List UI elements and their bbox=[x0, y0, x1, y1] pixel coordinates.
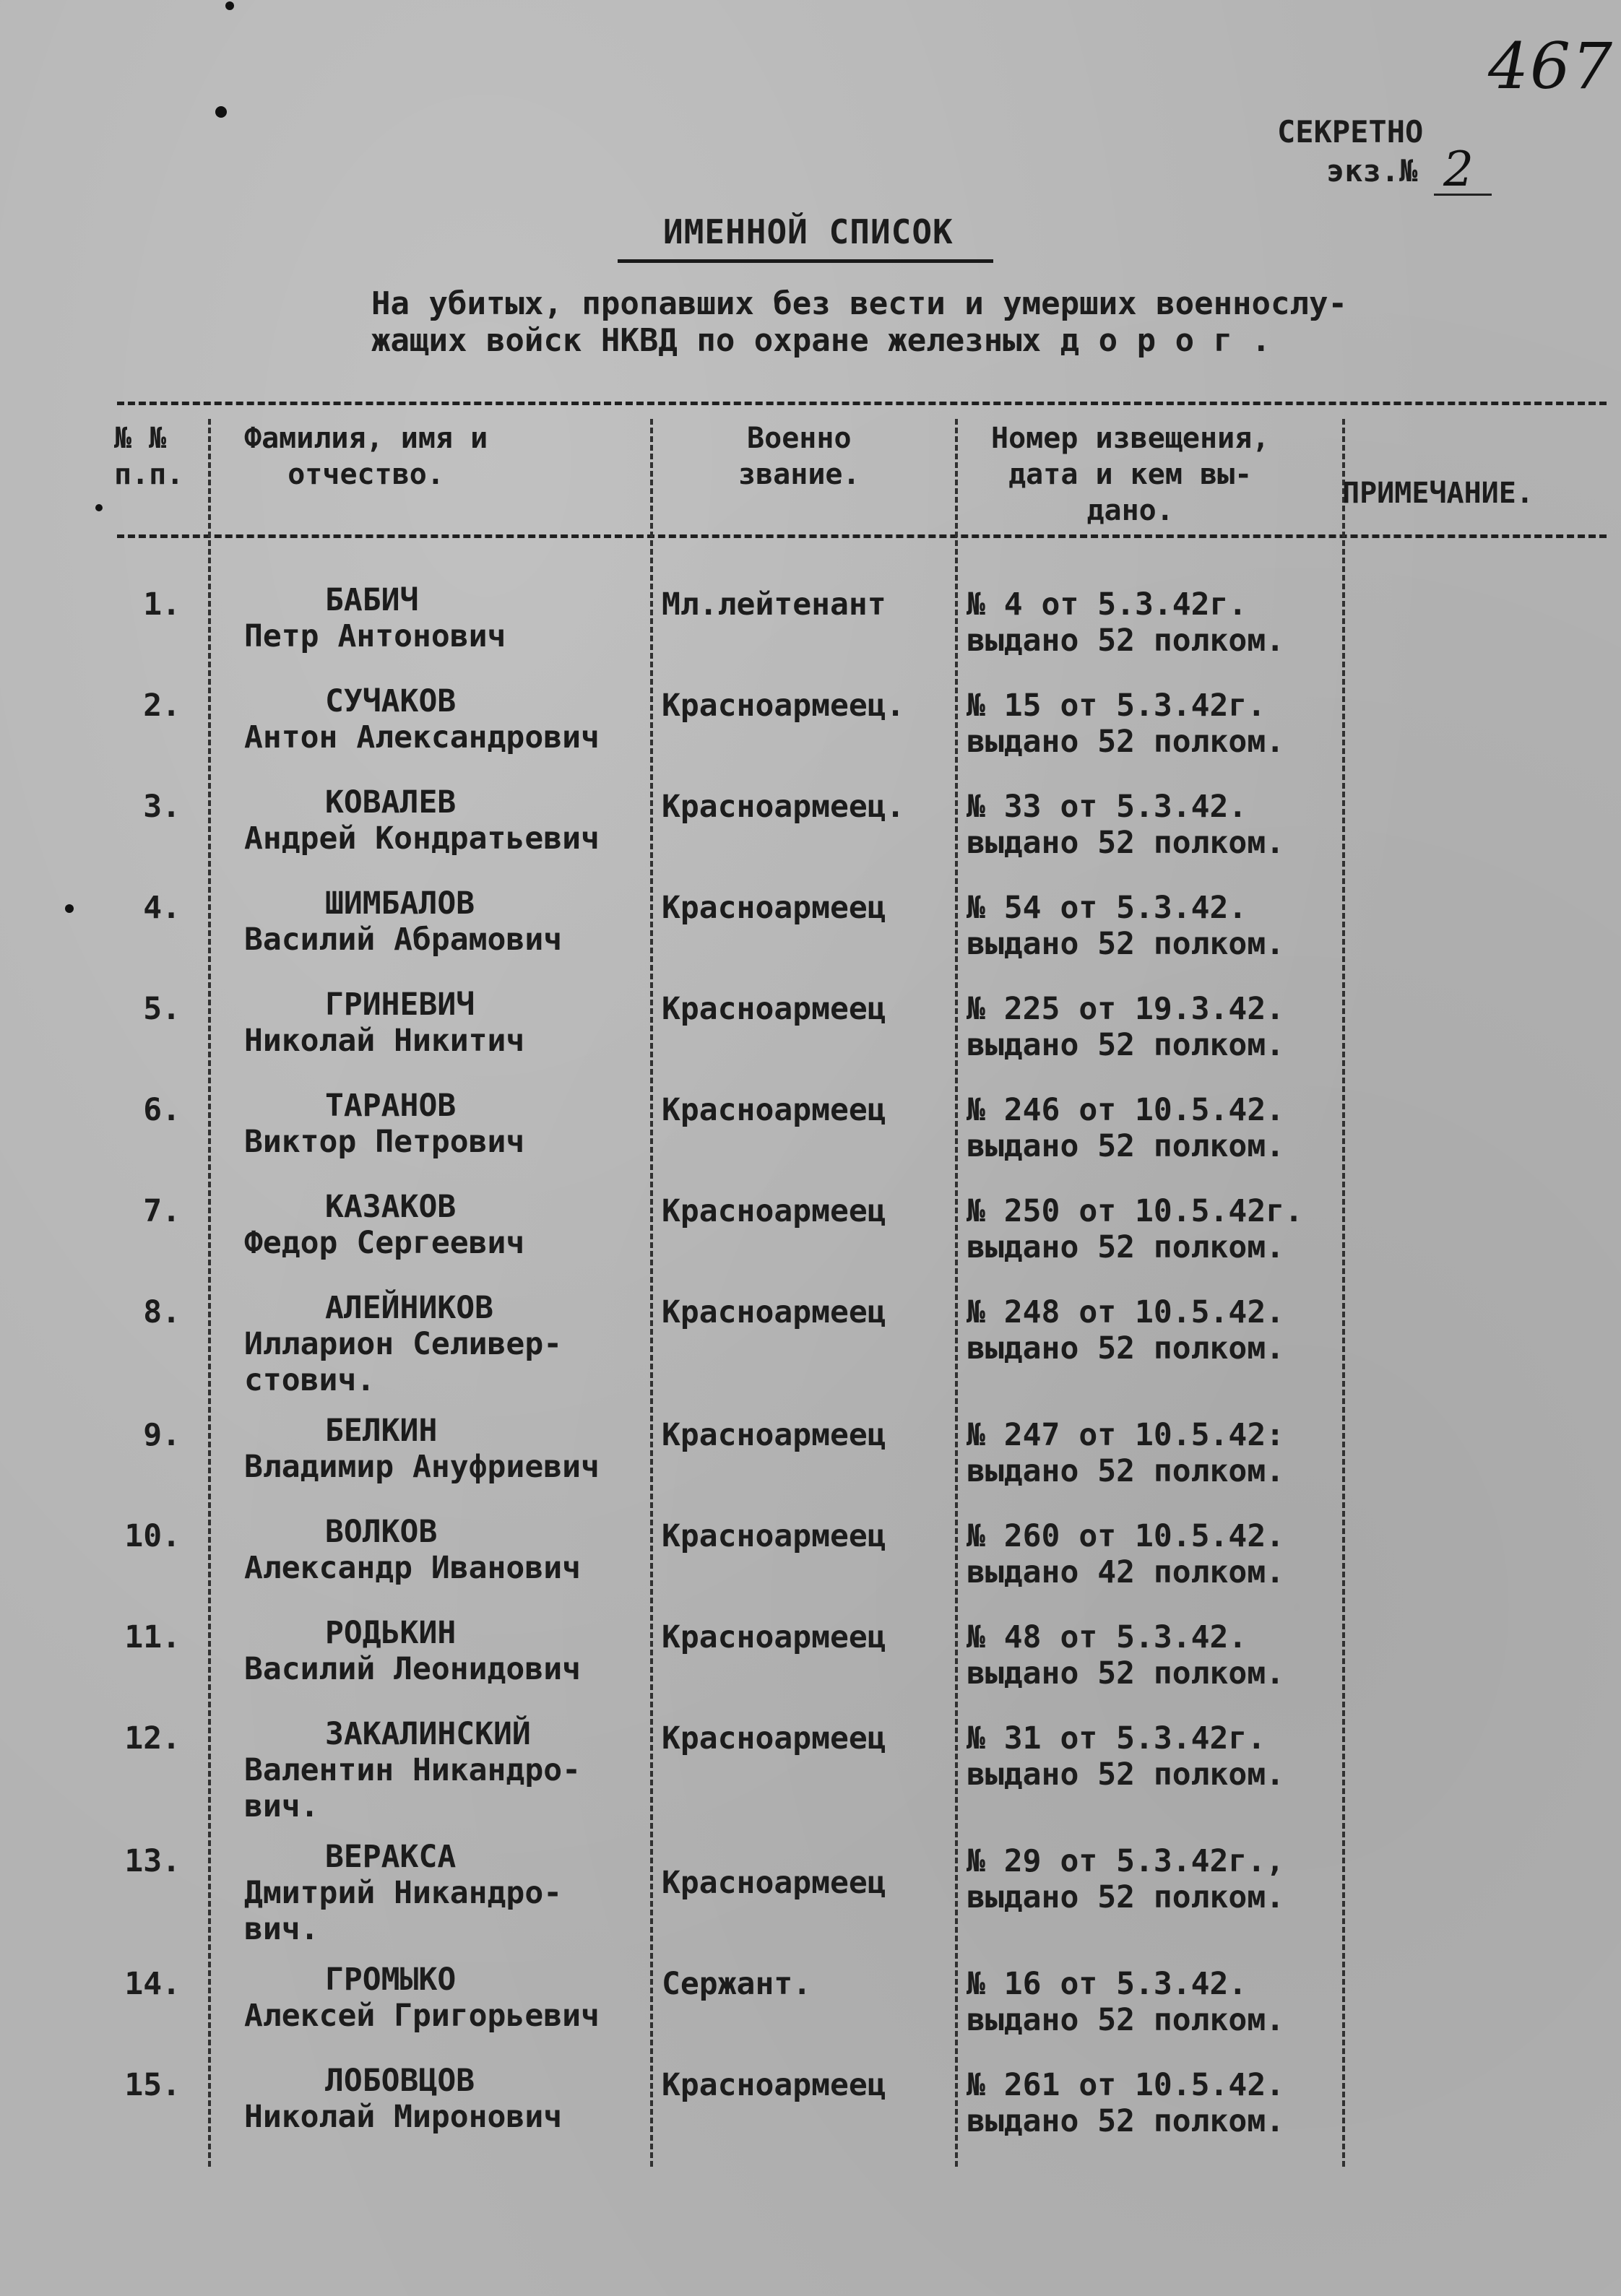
given-name: Василий Леонидович bbox=[244, 1651, 581, 1687]
rank: Красноармеец bbox=[662, 1417, 886, 1453]
title-underline bbox=[618, 259, 993, 263]
copy-underline bbox=[1434, 194, 1492, 196]
rank: Красноармеец bbox=[662, 1518, 886, 1554]
surname: ВЕРАКСА bbox=[325, 1839, 457, 1875]
punch-mark bbox=[225, 1, 234, 10]
notice: № 248 от 10.5.42. выдано 52 полком. bbox=[967, 1294, 1285, 1366]
classification-label: СЕКРЕТНО bbox=[1277, 114, 1424, 150]
notice: № 246 от 10.5.42. выдано 52 полком. bbox=[967, 1092, 1285, 1164]
surname: КАЗАКОВ bbox=[325, 1189, 457, 1225]
header-note: ПРИМЕЧАНИЕ. bbox=[1342, 477, 1534, 510]
notice: № 33 от 5.3.42. выдано 52 полком. bbox=[967, 789, 1285, 861]
notice: № 29 от 5.3.42г., выдано 52 полком. bbox=[967, 1843, 1285, 1915]
row-number: 9. bbox=[143, 1417, 181, 1453]
surname: ГРОМЫКО bbox=[325, 1962, 457, 1998]
given-name: Федор Сергеевич bbox=[244, 1225, 525, 1261]
punch-mark bbox=[65, 904, 74, 913]
given-name: Александр Иванович bbox=[244, 1550, 581, 1586]
column-divider-4 bbox=[1342, 419, 1345, 2167]
notice: № 247 от 10.5.42: выдано 52 полком. bbox=[967, 1417, 1285, 1489]
given-name: Алексей Григорьевич bbox=[244, 1998, 600, 2034]
rank: Красноармеец bbox=[662, 1294, 886, 1330]
surname: ГРИНЕВИЧ bbox=[325, 987, 475, 1023]
rank: Красноармеец bbox=[662, 1720, 886, 1756]
given-name: Василий Абрамович bbox=[244, 922, 563, 958]
rank: Красноармеец. bbox=[662, 789, 905, 825]
rank: Красноармеец bbox=[662, 2067, 886, 2103]
row-number: 1. bbox=[143, 586, 181, 623]
column-divider-1 bbox=[208, 419, 211, 2167]
row-number: 12. bbox=[124, 1720, 181, 1756]
surname: БАБИЧ bbox=[325, 582, 419, 618]
rank: Красноармеец bbox=[662, 991, 886, 1027]
given-name: Виктор Петрович bbox=[244, 1124, 525, 1160]
notice: № 16 от 5.3.42. выдано 52 полком. bbox=[967, 1966, 1285, 2038]
surname: СУЧАКОВ bbox=[325, 683, 457, 719]
row-number: 10. bbox=[124, 1518, 181, 1554]
rank: Мл.лейтенант bbox=[662, 586, 886, 623]
header-rank: Военно звание. bbox=[738, 422, 860, 491]
given-name: Николай Миронович bbox=[244, 2099, 563, 2135]
given-name: Андрей Кондратьевич bbox=[244, 820, 600, 857]
notice: № 250 от 10.5.42г. выдано 52 полком. bbox=[967, 1193, 1303, 1265]
given-name: Владимир Ануфриевич bbox=[244, 1449, 600, 1485]
rank: Сержант. bbox=[662, 1966, 812, 2002]
row-number: 15. bbox=[124, 2067, 181, 2103]
copy-label: экз.№ bbox=[1326, 153, 1418, 189]
table-top-rule bbox=[117, 402, 1607, 405]
given-name: Антон Александрович bbox=[244, 719, 600, 755]
surname: ЗАКАЛИНСКИЙ bbox=[325, 1716, 531, 1752]
row-number: 14. bbox=[124, 1966, 181, 2002]
folio-number: 467 bbox=[1488, 29, 1614, 103]
surname: ЛОБОВЦОВ bbox=[325, 2063, 475, 2099]
header-notice: Номер извещения, дата и кем вы- дано. bbox=[991, 422, 1270, 527]
copy-number: 2 bbox=[1443, 142, 1474, 197]
subtitle-line-2: жащих войск НКВД по охране железных д о р о г . bbox=[371, 322, 1271, 359]
rank: Красноармеец. bbox=[662, 688, 905, 724]
column-divider-2 bbox=[650, 419, 653, 2167]
notice: № 260 от 10.5.42. выдано 42 полком. bbox=[967, 1518, 1285, 1590]
row-number: 8. bbox=[143, 1294, 181, 1330]
row-number: 13. bbox=[124, 1843, 181, 1879]
rank: Красноармеец bbox=[662, 1092, 886, 1128]
rank: Красноармеец bbox=[662, 1619, 886, 1655]
punch-mark bbox=[95, 504, 103, 511]
notice: № 15 от 5.3.42г. выдано 52 полком. bbox=[967, 688, 1285, 760]
column-divider-3 bbox=[955, 419, 958, 2167]
punch-mark bbox=[215, 106, 227, 118]
surname: КОВАЛЕВ bbox=[325, 784, 457, 820]
given-name: Валентин Никандро- вич. bbox=[244, 1752, 581, 1824]
row-number: 4. bbox=[143, 890, 181, 926]
notice: № 4 от 5.3.42г. выдано 52 полком. bbox=[967, 586, 1285, 659]
document-title: ИМЕННОЙ СПИСОК bbox=[663, 212, 954, 251]
header-name: Фамилия, имя и отчество. bbox=[244, 422, 488, 491]
rank: Красноармеец bbox=[662, 890, 886, 926]
subtitle-line-1: На убитых, пропавших без вести и умерших военнослу- bbox=[371, 285, 1348, 322]
given-name: Дмитрий Никандро- вич. bbox=[244, 1875, 563, 1947]
notice: № 54 от 5.3.42. выдано 52 полком. bbox=[967, 890, 1285, 962]
given-name: Илларион Селивер- стович. bbox=[244, 1326, 563, 1398]
surname: ТАРАНОВ bbox=[325, 1088, 457, 1124]
row-number: 7. bbox=[143, 1193, 181, 1229]
rank: Красноармеец bbox=[662, 1865, 886, 1901]
notice: № 31 от 5.3.42г. выдано 52 полком. bbox=[967, 1720, 1285, 1793]
surname: АЛЕЙНИКОВ bbox=[325, 1290, 493, 1326]
notice: № 48 от 5.3.42. выдано 52 полком. bbox=[967, 1619, 1285, 1691]
surname: ШИМБАЛОВ bbox=[325, 885, 475, 922]
surname: БЕЛКИН bbox=[325, 1413, 438, 1449]
surname: ВОЛКОВ bbox=[325, 1514, 438, 1550]
given-name: Николай Никитич bbox=[244, 1023, 525, 1059]
row-number: 3. bbox=[143, 789, 181, 825]
row-number: 11. bbox=[124, 1619, 181, 1655]
table-header-rule bbox=[117, 534, 1607, 538]
row-number: 6. bbox=[143, 1092, 181, 1128]
notice: № 261 от 10.5.42. выдано 52 полком. bbox=[967, 2067, 1285, 2139]
row-number: 2. bbox=[143, 688, 181, 724]
row-number: 5. bbox=[143, 991, 181, 1027]
surname: РОДЬКИН bbox=[325, 1615, 457, 1651]
given-name: Петр Антонович bbox=[244, 618, 506, 654]
notice: № 225 от 19.3.42. выдано 52 полком. bbox=[967, 991, 1285, 1063]
header-num: № № п.п. bbox=[114, 422, 184, 491]
rank: Красноармеец bbox=[662, 1193, 886, 1229]
